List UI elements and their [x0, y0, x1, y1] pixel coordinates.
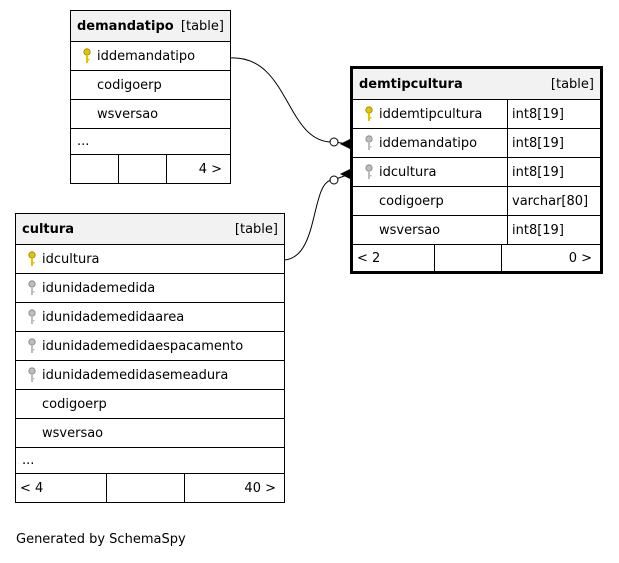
- column-row: [71, 42, 230, 71]
- column-type: int8[19]: [507, 129, 600, 157]
- footer-parents: < 4: [16, 474, 107, 502]
- table-name: cultura: [22, 221, 75, 237]
- footer-children: 4 >: [198, 161, 222, 177]
- column-name: idcultura: [42, 251, 100, 267]
- column-row: [353, 216, 600, 245]
- table-footer: [71, 155, 230, 183]
- table-header: [353, 69, 600, 100]
- column-row: [16, 361, 284, 390]
- column-name: iddemandatipo: [379, 135, 478, 151]
- column-name: idcultura: [379, 164, 437, 180]
- column-name: wsversao: [379, 222, 441, 238]
- table-kind: [table]: [180, 18, 224, 34]
- footer-children: 40 >: [244, 480, 276, 496]
- table-name: demtipcultura: [359, 76, 463, 92]
- table-kind: [table]: [234, 221, 278, 237]
- column-row: [353, 100, 600, 129]
- column-row: [71, 71, 230, 100]
- column-row: [16, 390, 284, 419]
- column-row: [16, 303, 284, 332]
- column-name: idunidademedidaespacamento: [42, 338, 244, 354]
- generated-by-label: Generated by SchemaSpy: [16, 532, 186, 547]
- table-demandatipo[interactable]: [70, 10, 231, 184]
- column-row: [16, 245, 284, 274]
- column-name: idunidademedidaarea: [42, 309, 185, 325]
- foreign-key-icon: [22, 309, 42, 325]
- foreign-key-icon: [22, 367, 42, 383]
- primary-key-icon: [77, 48, 97, 64]
- table-footer: [353, 245, 600, 271]
- column-row: [353, 158, 600, 187]
- column-type: int8[19]: [507, 216, 600, 244]
- column-type: varchar[80]: [507, 187, 600, 215]
- more-columns: ...: [16, 448, 284, 474]
- column-name: idunidademedidasemeadura: [42, 367, 229, 383]
- column-row: [16, 274, 284, 303]
- column-row: [353, 129, 600, 158]
- table-footer: [16, 474, 284, 502]
- column-name: wsversao: [42, 425, 104, 441]
- foreign-key-icon: [22, 280, 42, 296]
- column-row: [71, 100, 230, 129]
- table-cultura[interactable]: [15, 213, 285, 503]
- foreign-key-icon: [359, 164, 379, 180]
- relation-demandatipo-to-demtipcultura: [230, 58, 350, 144]
- footer-middle: [107, 474, 185, 502]
- foreign-key-icon: [359, 135, 379, 151]
- table-demtipcultura[interactable]: [350, 66, 603, 274]
- column-row: [353, 187, 600, 216]
- more-columns: ...: [71, 129, 230, 155]
- footer-parents: [71, 155, 119, 183]
- footer-parents: < 2: [353, 245, 435, 271]
- column-name: iddemtipcultura: [379, 106, 483, 122]
- foreign-key-icon: [22, 338, 42, 354]
- relation-arrowhead: [340, 139, 350, 149]
- primary-key-icon: [22, 251, 42, 267]
- relation-endpoint-circle: [330, 138, 338, 146]
- column-type: int8[19]: [507, 100, 600, 128]
- primary-key-icon: [359, 106, 379, 122]
- table-header: [71, 11, 230, 42]
- column-name: iddemandatipo: [97, 48, 196, 64]
- column-type: int8[19]: [507, 158, 600, 186]
- relation-endpoint-circle: [330, 176, 338, 184]
- column-row: [16, 419, 284, 448]
- footer-middle: [119, 155, 167, 183]
- column-name: codigoerp: [97, 77, 162, 93]
- table-header: [16, 214, 284, 245]
- column-name: codigoerp: [42, 396, 107, 412]
- column-row: [16, 332, 284, 361]
- table-name: demandatipo: [77, 18, 174, 34]
- table-kind: [table]: [550, 76, 594, 92]
- footer-middle: [435, 245, 502, 271]
- relation-cultura-to-demtipcultura: [284, 174, 350, 260]
- column-name: wsversao: [97, 106, 159, 122]
- footer-children: 0 >: [568, 250, 592, 266]
- column-name: codigoerp: [379, 193, 444, 209]
- column-name: idunidademedida: [42, 280, 156, 296]
